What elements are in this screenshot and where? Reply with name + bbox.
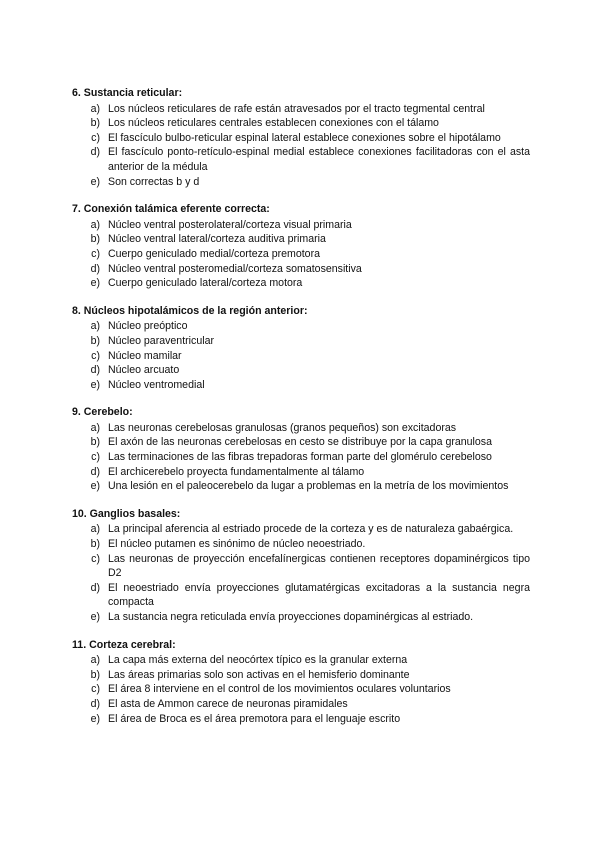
option-text: Núcleo ventromedial	[108, 378, 205, 391]
option-letter: c)	[91, 451, 100, 464]
option-text: Cuerpo geniculado medial/corteza premotora	[108, 247, 320, 260]
question-block	[72, 304, 530, 393]
option-item	[72, 668, 530, 683]
option-item	[72, 232, 530, 247]
option-text: Los núcleos reticulares de rafe están atravesados por el tracto tegmental central	[108, 102, 485, 115]
option-item	[72, 175, 530, 190]
option-text: El fascículo bulbo-reticular espinal lateral establece conexiones sobre el hipotálamo	[108, 131, 501, 144]
option-list	[72, 653, 530, 726]
question-title: 8. Núcleos hipotalámicos de la región anterior:	[72, 304, 308, 317]
option-letter: e)	[90, 175, 100, 188]
question-block	[72, 86, 530, 189]
question-title: 10. Ganglios basales:	[72, 507, 181, 520]
option-letter: c)	[91, 349, 100, 362]
option-item	[72, 610, 530, 625]
question-title: 7. Conexión talámica eferente correcta:	[72, 203, 270, 216]
option-item	[72, 552, 530, 581]
question-block	[72, 507, 530, 625]
option-letter: e)	[90, 277, 100, 290]
option-text: Núcleo ventral posterolateral/corteza visual primaria	[108, 218, 352, 231]
option-text: Las áreas primarias solo son activas en el hemisferio dominante	[108, 668, 410, 681]
option-letter: e)	[90, 480, 100, 493]
option-item	[72, 145, 530, 174]
option-letter: d)	[90, 364, 100, 377]
option-text: El núcleo putamen es sinónimo de núcleo neoestriado.	[108, 538, 366, 551]
option-text: Una lesión en el paleocerebelo da lugar a problemas en la metría de los movimientos	[108, 480, 509, 493]
option-letter: c)	[91, 552, 100, 565]
option-item	[72, 247, 530, 262]
option-list	[72, 218, 530, 291]
option-item	[72, 319, 530, 334]
option-text: El área 8 interviene en el control de los movimientos oculares voluntarios	[108, 683, 451, 696]
option-text: El neoestriado envía proyecciones glutamatérgicas excitadoras a la sustancia negra compacta	[108, 581, 530, 609]
option-item	[72, 131, 530, 146]
option-letter: b)	[90, 334, 100, 347]
option-item	[72, 421, 530, 436]
option-letter: c)	[91, 683, 100, 696]
question-title: 9. Cerebelo:	[72, 406, 133, 419]
option-letter: a)	[90, 218, 100, 231]
option-item	[72, 465, 530, 480]
option-text: Cuerpo geniculado lateral/corteza motora	[108, 277, 303, 290]
question-block	[72, 202, 530, 291]
option-letter: d)	[90, 697, 100, 710]
option-letter: a)	[90, 102, 100, 115]
option-letter: a)	[90, 320, 100, 333]
question-block	[72, 405, 530, 494]
option-text: La sustancia negra reticulada envía proyecciones dopaminérgicas al estriado.	[108, 611, 474, 623]
option-list	[72, 319, 530, 392]
question-title: 6. Sustancia reticular:	[72, 87, 183, 99]
option-item	[72, 697, 530, 712]
option-letter: c)	[91, 247, 100, 260]
option-text: La capa más externa del neocórtex típico es la granular externa	[108, 654, 408, 667]
option-item	[72, 218, 530, 233]
option-text: Las terminaciones de las fibras trepadoras forman parte del glomérulo cerebeloso	[108, 451, 492, 464]
option-text: Son correctas b y d	[108, 175, 200, 188]
option-letter: a)	[90, 654, 100, 667]
option-text: Las neuronas de proyección encefalínergicas contienen receptores dopaminérgicos tipo D2	[108, 552, 530, 580]
option-text: Los núcleos reticulares centrales establecen conexiones con el tálamo	[108, 117, 439, 130]
option-item	[72, 116, 530, 131]
option-text: Las neuronas cerebelosas granulosas (granos pequeños) son excitadoras	[108, 421, 457, 434]
option-list	[72, 522, 530, 624]
option-letter: d)	[90, 581, 100, 594]
option-text: El área de Broca es el área premotora para el lenguaje escrito	[108, 712, 401, 725]
option-text: La principal aferencia al estriado procede de la corteza y es de naturaleza gabaérgica.	[108, 523, 514, 536]
option-text: Núcleo mamilar	[108, 349, 182, 362]
option-text: Núcleo preóptico	[108, 320, 188, 333]
option-letter: e)	[90, 611, 100, 623]
option-letter: c)	[91, 131, 100, 144]
option-item	[72, 349, 530, 364]
option-item	[72, 712, 530, 727]
question-list	[72, 86, 530, 739]
option-text: Núcleo ventral posteromedial/corteza somatosensitiva	[108, 262, 362, 275]
option-item	[72, 537, 530, 552]
option-letter: b)	[90, 538, 100, 551]
option-item	[72, 522, 530, 537]
option-letter: d)	[90, 146, 100, 159]
option-item	[72, 334, 530, 349]
option-text: El axón de las neuronas cerebelosas en cesto se distribuye por la capa granulosa	[108, 436, 492, 449]
option-letter: b)	[90, 436, 100, 449]
option-item	[72, 682, 530, 697]
option-item	[72, 363, 530, 378]
option-item	[72, 479, 530, 494]
option-letter: d)	[90, 262, 100, 275]
option-letter: a)	[90, 421, 100, 434]
option-letter: e)	[90, 712, 100, 725]
option-text: El asta de Ammon carece de neuronas piramidales	[108, 697, 348, 710]
option-item	[72, 262, 530, 277]
option-letter: b)	[90, 668, 100, 681]
option-text: Núcleo arcuato	[108, 364, 180, 377]
option-letter: d)	[90, 465, 100, 478]
option-letter: b)	[90, 117, 100, 130]
option-item	[72, 378, 530, 393]
question-title: 11. Corteza cerebral:	[72, 638, 176, 651]
option-text: Núcleo ventral lateral/corteza auditiva primaria	[108, 233, 326, 246]
option-letter: b)	[90, 233, 100, 246]
option-text: El fascículo ponto-retículo-espinal medial establece conexiones facilitadoras con el asta anterior de la médula	[108, 146, 530, 173]
option-item	[72, 435, 530, 450]
option-text: Núcleo paraventricular	[108, 334, 214, 347]
option-item	[72, 450, 530, 465]
question-block	[72, 638, 530, 727]
option-item	[72, 653, 530, 668]
option-letter: a)	[90, 523, 100, 536]
option-item	[72, 102, 530, 117]
option-list	[72, 102, 530, 190]
option-letter: e)	[90, 378, 100, 391]
option-text: El archicerebelo proyecta fundamentalmente al tálamo	[108, 465, 365, 478]
option-list	[72, 421, 530, 494]
option-item	[72, 581, 530, 610]
option-item	[72, 276, 530, 291]
